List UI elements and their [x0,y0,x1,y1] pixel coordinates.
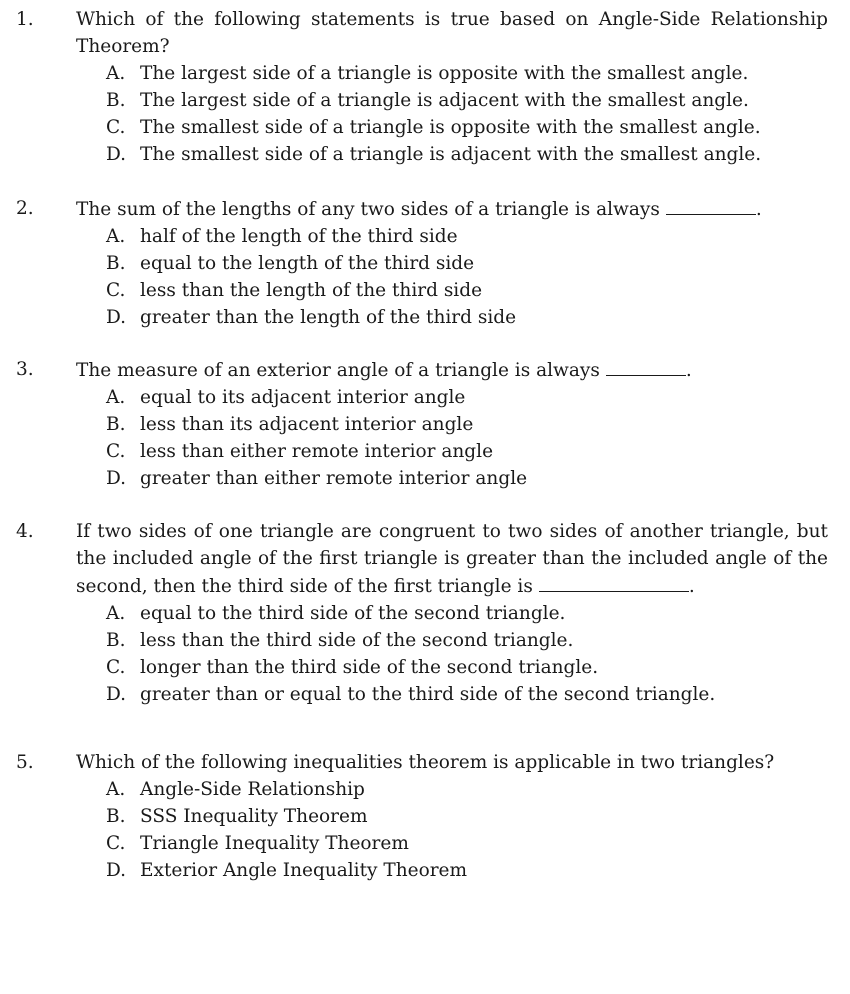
option-letter: D. [106,144,127,165]
option-letter: A. [106,226,126,247]
blank-suffix: . [688,576,695,597]
option-list [0,223,850,331]
option-text: greater than the length of the third side [140,307,517,328]
question-stem [0,356,850,384]
question-4 [0,518,850,708]
option-text: Angle-Side Relationship [140,779,365,800]
question-text: If two sides of one triangle are congruent to two sides of another triangle, but the included angle of the first triangle is greater than the included angle of the second, then the third side of the first triangle is [76,521,828,597]
option-letter: B. [106,806,126,827]
option-letter: B. [106,253,126,274]
question-5 [0,749,850,884]
option-letter: C. [106,117,126,138]
option-text: equal to the length of the third side [140,253,475,274]
option-text: less than its adjacent interior angle [140,414,474,435]
question-1 [0,6,850,168]
option-text: half of the length of the third side [140,226,458,247]
option-text: equal to the third side of the second triangle. [140,603,566,624]
question-2 [0,195,850,331]
blank-suffix: . [755,199,762,220]
question-number: 4. [16,521,34,542]
option-d[interactable] [0,465,850,492]
option-b[interactable] [0,803,850,830]
option-c[interactable] [0,114,850,141]
option-text: The smallest side of a triangle is adjacent with the smallest angle. [140,144,762,165]
option-text: longer than the third side of the second triangle. [140,657,599,678]
question-text: The measure of an exterior angle of a triangle is always [76,360,600,381]
option-text: equal to its adjacent interior angle [140,387,466,408]
option-letter: C. [106,657,126,678]
option-list [0,384,850,492]
option-d[interactable] [0,141,850,168]
option-text: greater than either remote interior angle [140,468,528,489]
option-text: less than the third side of the second triangle. [140,630,574,651]
option-letter: D. [106,860,127,881]
option-letter: A. [106,603,126,624]
option-letter: A. [106,63,126,84]
option-d[interactable] [0,304,850,331]
option-letter: C. [106,833,126,854]
question-number: 3. [16,359,34,380]
question-text: Which of the following statements is true based on Angle-Side Relationship Theorem? [76,9,828,57]
question-number: 1. [16,9,34,30]
option-a[interactable] [0,384,850,411]
question-stem [0,6,850,60]
option-b[interactable] [0,87,850,114]
option-letter: B. [106,90,126,111]
option-text: The largest side of a triangle is adjacent with the smallest angle. [140,90,749,111]
option-letter: B. [106,414,126,435]
question-3 [0,356,850,492]
answer-blank[interactable] [539,572,689,592]
question-stem [0,749,850,776]
option-letter: D. [106,307,127,328]
option-text: SSS Inequality Theorem [140,806,368,827]
option-text: less than either remote interior angle [140,441,494,462]
option-letter: C. [106,441,126,462]
option-letter: A. [106,779,126,800]
question-number: 5. [16,752,34,773]
option-a[interactable] [0,776,850,803]
option-text: greater than or equal to the third side of the second triangle. [140,684,716,705]
option-text: less than the length of the third side [140,280,483,301]
option-list [0,776,850,884]
option-text: The smallest side of a triangle is opposite with the smallest angle. [140,117,761,138]
blank-suffix: . [685,360,692,381]
option-c[interactable] [0,277,850,304]
option-c[interactable] [0,830,850,857]
option-list [0,60,850,168]
question-number: 2. [16,198,34,219]
option-letter: D. [106,468,127,489]
option-a[interactable] [0,600,850,627]
answer-blank[interactable] [606,356,686,376]
option-list [0,600,850,708]
option-letter: C. [106,280,126,301]
question-text: The sum of the lengths of any two sides of a triangle is always [76,199,660,220]
option-a[interactable] [0,223,850,250]
option-letter: B. [106,630,126,651]
option-d[interactable] [0,681,850,708]
option-b[interactable] [0,627,850,654]
option-text: Triangle Inequality Theorem [140,833,409,854]
option-b[interactable] [0,411,850,438]
question-stem [0,518,850,600]
option-text: Exterior Angle Inequality Theorem [140,860,468,881]
option-text: The largest side of a triangle is opposite with the smallest angle. [140,63,749,84]
option-d[interactable] [0,857,850,884]
option-letter: D. [106,684,127,705]
answer-blank[interactable] [666,195,756,215]
option-c[interactable] [0,654,850,681]
question-text: Which of the following inequalities theorem is applicable in two triangles? [76,752,775,773]
option-letter: A. [106,387,126,408]
question-stem [0,195,850,223]
option-b[interactable] [0,250,850,277]
option-a[interactable] [0,60,850,87]
option-c[interactable] [0,438,850,465]
